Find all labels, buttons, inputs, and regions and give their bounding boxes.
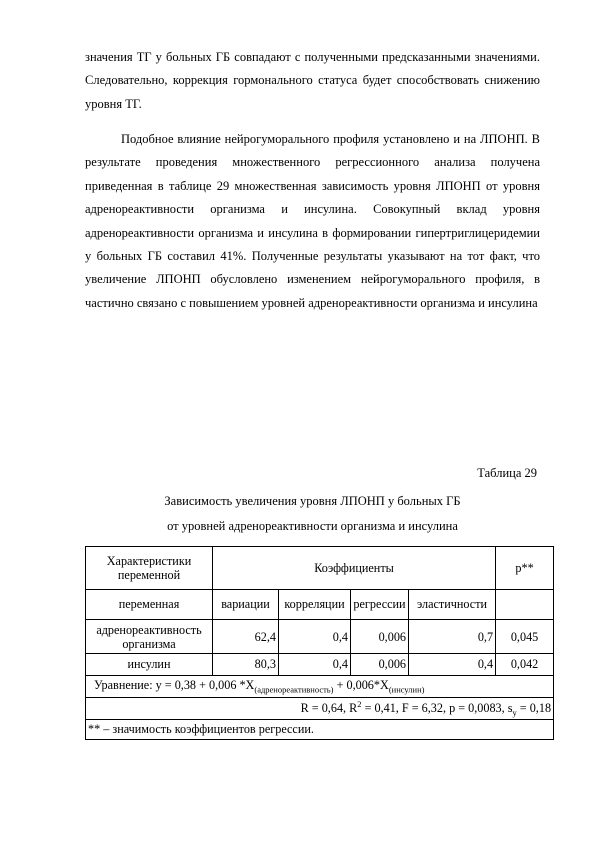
- table-row: [86, 654, 554, 676]
- regression-equation: [86, 676, 554, 698]
- equation-middle: + 0,006*Х: [333, 678, 389, 693]
- regression-table: [85, 546, 554, 740]
- row-variation: 62,4: [213, 620, 279, 654]
- row-correlation: 0,4: [279, 620, 351, 654]
- paragraph-1: значения ТГ у больных ГБ совпадают с полученными предсказанными значениями. Следовательно, коррекция гормонального статуса будет способствовать снижению уровня ТГ.: [85, 50, 540, 111]
- subheader-correlation: корреляции: [279, 590, 351, 620]
- header-variable: Характеристики переменной: [86, 547, 213, 590]
- table-caption-line-2: от уровней адренореактивности организма и инсулина: [167, 519, 458, 533]
- stats-end: = 0,18: [516, 701, 552, 716]
- stats-r2-sup: 2: [357, 699, 362, 710]
- row-name: адренореактивность организма: [86, 620, 213, 654]
- row-regression: 0,006: [351, 620, 409, 654]
- equation-prefix: Уравнение: у = 0,38 + 0,006 *Х: [94, 678, 255, 693]
- table-number: Таблица 29: [477, 466, 537, 480]
- table-row: [86, 620, 554, 654]
- subheader-variation: вариации: [213, 590, 279, 620]
- note-row: [86, 720, 554, 740]
- subheader-elasticity: эластичности: [409, 590, 496, 620]
- stats-row: [86, 698, 554, 720]
- equation-sub-1: (адренореактивность): [254, 684, 334, 695]
- row-name: инсулин: [86, 654, 213, 676]
- header-coefficients: Коэффициенты: [213, 547, 496, 590]
- stats-rest: = 0,41, F = 6,32, p = 0,0083, s: [361, 701, 513, 716]
- paragraph-2: Подобное влияние нейрогуморального профиля установлено и на ЛПОНП. В результате проведения множественного регрессионного анализа получена приведенная в таблице 29 множественная зависимость уровня ЛПОНП от уровня адренореактивности организма и инсулина. Совокупный вклад уровня адренореактивности организма и инсулина в формировании гипертриглицеридемии у больных ГБ составил 41%. Полученные результаты указывают на тот факт, что увеличение ЛПОНП обусловлено изменением нейрогуморального профиля, в частично связано с повышением уровней адренореактивности организма и инсулина: [85, 132, 540, 310]
- subheader-regression: регрессии: [351, 590, 409, 620]
- table-caption-line-1: Зависимость увеличения уровня ЛПОНП у больных ГБ: [164, 494, 461, 508]
- row-correlation: 0,4: [279, 654, 351, 676]
- row-variation: 80,3: [213, 654, 279, 676]
- table-note: ** – значимость коэффициентов регрессии.: [86, 720, 554, 740]
- table-header-row: [86, 547, 554, 590]
- stats-r: R = 0,64, R: [300, 701, 358, 716]
- equation-row: [86, 676, 554, 698]
- row-regression: 0,006: [351, 654, 409, 676]
- row-p: 0,042: [496, 654, 554, 676]
- stats-sy-sub: y: [512, 707, 517, 718]
- subheader-variable: переменная: [86, 590, 213, 620]
- equation-sub-2: (инсулин): [388, 684, 425, 695]
- row-elasticity: 0,7: [409, 620, 496, 654]
- subheader-p-empty: [496, 590, 554, 620]
- table-subheader-row: [86, 590, 554, 620]
- row-p: 0,045: [496, 620, 554, 654]
- regression-stats: [86, 698, 554, 720]
- header-p: p**: [496, 547, 554, 590]
- row-elasticity: 0,4: [409, 654, 496, 676]
